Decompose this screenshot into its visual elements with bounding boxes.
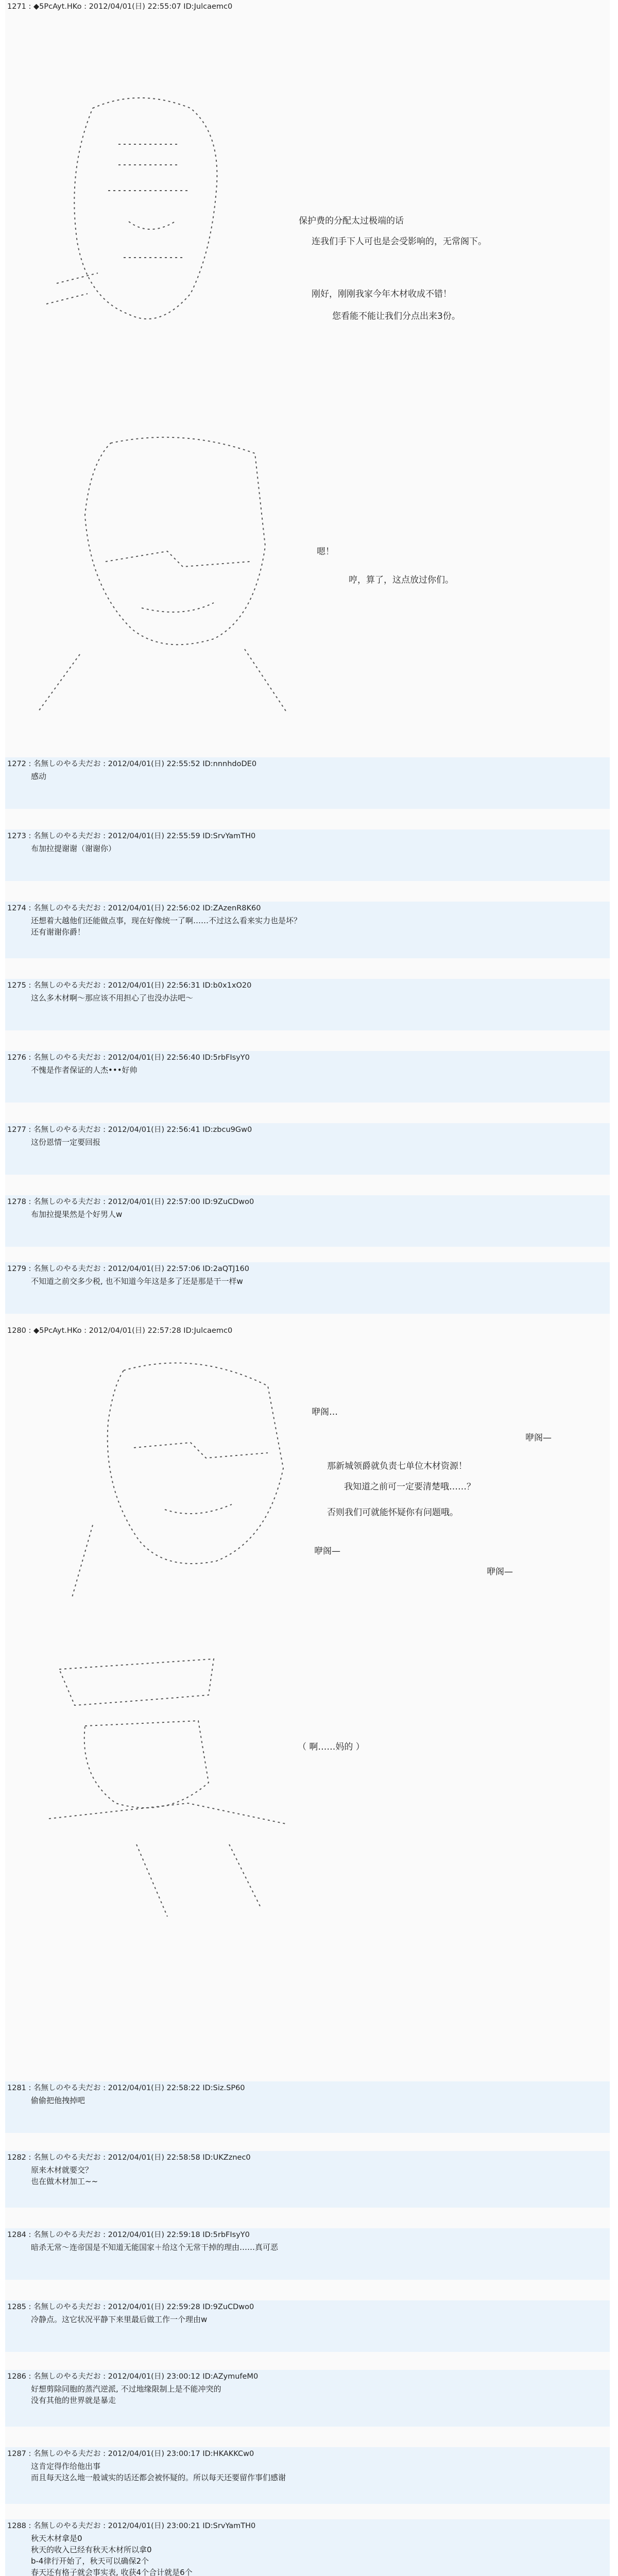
dialogue-line: 哼，算了，这点放过你们。: [349, 575, 454, 585]
dialogue-line: 我知道之前可一定要清楚哦……？: [344, 1482, 475, 1492]
post-1275: [5, 979, 610, 1030]
post-1273: [5, 829, 610, 881]
post-body-line: 这么多木材啊～那应该不用担心了也没办法吧～: [31, 993, 194, 1003]
post-1282: [5, 2151, 610, 2208]
post-body-line: 还想着大越他们还能做点事，现在好像统一了啊……不过这么看来实力也是坏？: [31, 916, 302, 925]
post-body-line: 原来木材就要交？: [31, 2165, 93, 2175]
post-body-line: 也在做木材加工~~: [31, 2177, 98, 2186]
dialogue-line: 咿阁—: [525, 1433, 552, 1443]
post-header: 1274 : 名無しのやる夫だお : 2012/04/01(日) 22:56:02 ID:ZAzenR8K60: [7, 904, 261, 912]
post-body-line: 春天还有格子就会事实表, 收获4个合计就是6个: [31, 2568, 193, 2576]
post-body-line: 偷偷把他拽掉吧: [31, 2096, 85, 2105]
dialogue-line: 否则我们可就能怀疑你有问题哦。: [327, 1507, 458, 1518]
ascii-art-figure-face: [62, 1355, 304, 1602]
dialogue-line: （ 啊……妈的 ）: [298, 1742, 365, 1752]
post-body-line: 暗杀无常〜连帝国是不知道无能国家＋给这个无常干掉的理由……真可恶: [31, 2243, 279, 2252]
post-body-line: 秋天木材拿是0: [31, 2534, 82, 2543]
post-body-line: 布加拉提果然是个好男人w: [31, 1210, 123, 1219]
post-body-line: 还有谢谢你爵！: [31, 927, 85, 937]
dialogue-line: 保护费的分配太过极端的话: [299, 216, 404, 226]
ascii-art-figure-sunglasses: [28, 433, 296, 721]
post-body-line: 感动: [31, 772, 47, 781]
post-header: 1271 : ◆5PcAyt.HKo : 2012/04/01(日) 22:55:07 ID:Julcaemc0: [7, 3, 233, 11]
post-header: 1287 : 名無しのやる夫だお : 2012/04/01(日) 23:00:17 ID:HKAKKCw0: [7, 2450, 254, 2458]
post-1279: [5, 1262, 610, 1314]
post-body-line: 布加拉提谢谢（谢谢你）: [31, 844, 116, 853]
post-1271: [5, 0, 610, 737]
post-1274: [5, 902, 610, 958]
post-header: 1281 : 名無しのやる夫だお : 2012/04/01(日) 22:58:22 ID:Siz.SP60: [7, 2084, 245, 2092]
post-body-line: 不愧是作者保证的人杰•••好帅: [31, 1065, 138, 1075]
post-1287: [5, 2447, 610, 2504]
post-header: 1278 : 名無しのやる夫だお : 2012/04/01(日) 22:57:00 ID:9ZuCDwo0: [7, 1198, 254, 1206]
dialogue-line: 咿阁—: [314, 1546, 340, 1556]
post-header: 1288 : 名無しのやる夫だお : 2012/04/01(日) 23:00:21 ID:SrvYamTH0: [7, 2522, 256, 2530]
post-1276: [5, 1051, 610, 1103]
dialogue-line: 连我们手下人可也是会受影响的，无常阁下。: [312, 236, 487, 247]
post-1281: [5, 2081, 610, 2133]
post-body-line: 这肯定得作给他出事: [31, 2462, 101, 2471]
dialogue-line: 嗯！: [317, 547, 334, 557]
ascii-art-figure-left: [26, 88, 252, 355]
ascii-art-figure-lower: [44, 1649, 291, 1927]
post-header: 1276 : 名無しのやる夫だお : 2012/04/01(日) 22:56:40 ID:5rbFIsyY0: [7, 1054, 250, 1062]
post-body-line: 好想剪除同胞的蒸汽逆派, 不过地缘限制上是不能冲突的: [31, 2384, 221, 2394]
post-header: 1284 : 名無しのやる夫だお : 2012/04/01(日) 22:59:18 ID:5rbFIsyY0: [7, 2231, 250, 2239]
post-body-line: 冷静点。这它状况平静下来里最后做工作一个理由w: [31, 2315, 208, 2324]
post-header: 1286 : 名無しのやる夫だお : 2012/04/01(日) 23:00:12 ID:AZymufeM0: [7, 2372, 259, 2381]
post-1277: [5, 1123, 610, 1175]
post-1278: [5, 1195, 610, 1247]
post-header: 1282 : 名無しのやる夫だお : 2012/04/01(日) 22:58:58 ID:UKZznec0: [7, 2154, 251, 2162]
dialogue-line: 咿阁…: [312, 1407, 338, 1417]
post-1285: [5, 2300, 610, 2352]
post-body-line: 而且每天这么地一般诚实的话还都会被怀疑的。所以每天还要留作事们感谢: [31, 2473, 286, 2482]
post-header: 1285 : 名無しのやる夫だお : 2012/04/01(日) 22:59:28 ID:9ZuCDwo0: [7, 2303, 254, 2311]
post-body-line: 这份恩情一定要回报: [31, 1138, 101, 1147]
dialogue-line: 咿阁—: [487, 1567, 513, 1577]
post-header: 1279 : 名無しのやる夫だお : 2012/04/01(日) 22:57:06 ID:2aQTJ160: [7, 1265, 249, 1273]
post-header: 1280 : ◆5PcAyt.HKo : 2012/04/01(日) 22:57:28 ID:Julcaemc0: [7, 1327, 233, 1335]
dialogue-line: 您看能不能让我们分点出来3份。: [332, 311, 460, 321]
post-1288: [5, 2519, 610, 2576]
post-header: 1275 : 名無しのやる夫だお : 2012/04/01(日) 22:56:31 ID:b0x1xO20: [7, 981, 252, 990]
dialogue-line: 那新城领爵就负责七单位木材资源！: [327, 1461, 467, 1471]
post-1284: [5, 2228, 610, 2280]
post-1280: [5, 1324, 610, 2061]
post-body-line: 秋天的收入已经有秋天木材所以拿0: [31, 2545, 152, 2554]
post-header: 1277 : 名無しのやる夫だお : 2012/04/01(日) 22:56:41 ID:zbcu9Gw0: [7, 1126, 252, 1134]
post-header: 1272 : 名無しのやる夫だお : 2012/04/01(日) 22:55:52 ID:nnnhdoDE0: [7, 760, 257, 768]
thread-page: [5, 0, 610, 2576]
post-body-line: 不知道之前交多少税, 也不知道今年这是多了还是那是干一样w: [31, 1277, 243, 1286]
post-header: 1273 : 名無しのやる夫だお : 2012/04/01(日) 22:55:59 ID:SrvYamTH0: [7, 832, 256, 840]
dialogue-line: 刚好，刚刚我家今年木材收成不错！: [312, 289, 452, 299]
post-1286: [5, 2370, 610, 2427]
post-body-line: b-4律行开始了，秋天可以确保2个: [31, 2556, 149, 2566]
post-1272: [5, 757, 610, 809]
post-body-line: 没有其他的世界就是暴走: [31, 2396, 116, 2405]
